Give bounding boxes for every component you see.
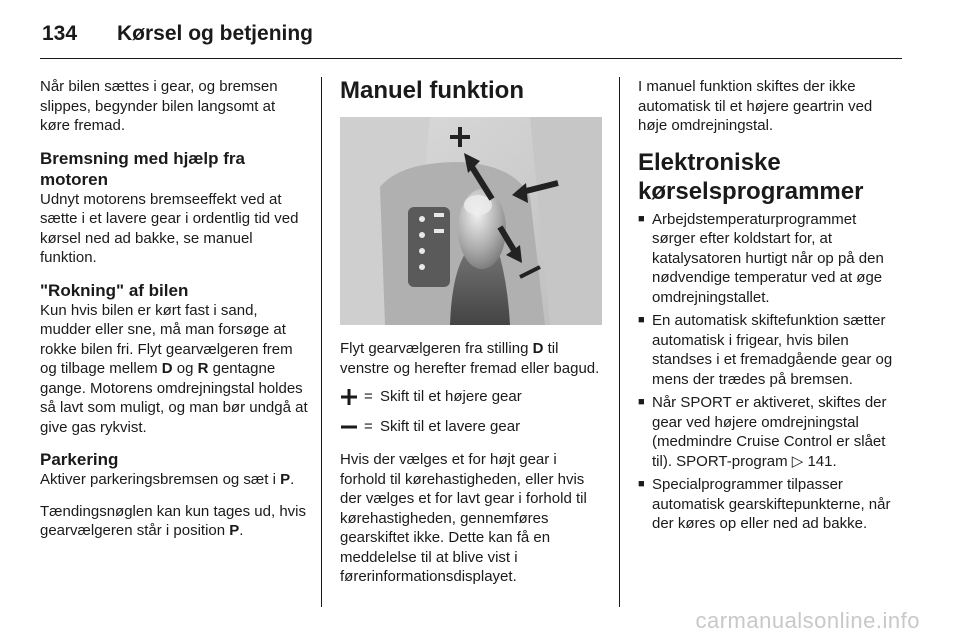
upshift-equals: = <box>364 388 373 406</box>
column-right <box>638 77 902 534</box>
manual-mode-instruction: Flyt gearvælgeren fra stilling D til venstre og herefter fremad eller bagud. <box>340 340 600 377</box>
list-item: ■ Når SPORT er aktiveret, skiftes der gear ved højere omdrejningstal (medmindre Cruise Control er slået til). SPORT-program ▷ 141. <box>638 394 887 470</box>
rocking-heading: "Rokning" af bilen <box>40 280 189 300</box>
plus-icon <box>340 388 358 406</box>
list-item: ■ Arbejdstemperaturprogrammet sørger efter koldstart for, at katalysatoren hurtigt når op på den nødvendige temperatur ved at øge omdrejningstallet. <box>638 210 884 306</box>
intro-paragraph: Når bilen sættes i gear, og bremsen slippes, begynder bilen langsomt at køre fremad. <box>40 78 278 134</box>
manual-mode-heading: Manuel funktion <box>340 77 524 104</box>
chapter-title: Kørsel og betjening <box>117 22 314 45</box>
bullet-square-icon: ■ <box>638 478 645 490</box>
column-middle <box>340 77 602 587</box>
column-divider-1 <box>321 77 322 607</box>
page-number: 134 <box>42 22 78 45</box>
gear-selector-illustration <box>340 117 602 325</box>
gear-note: Hvis der vælges et for højt gear i forhold til kørehastigheden, eller hvis der vælges et for lavt gear i forhold til kørehastigheden, gennemføres gearskiftet ikke. Dette kan få en meddelelse til at blive vist i førerinformationsdisplayet. <box>340 451 587 585</box>
header-rule <box>40 58 902 59</box>
column-left <box>40 77 308 541</box>
list-item: ■ Specialprogrammer tilpasser automatisk gearskiftepunkterne, når der køres op eller ned ad bakke. <box>638 476 891 532</box>
column-divider-2 <box>619 77 620 607</box>
ignition-key-text: Tændingsnøglen kan kun tages ud, hvis gearvælgeren står i position P. <box>40 502 306 539</box>
watermark: carmanualsonline.info <box>695 608 920 633</box>
engine-braking-text: Udnyt motorens bremseeffekt ved at sætte i et lavere gear i ordentlig tid ved kørsel ned ad bakke, se manuel funktion. <box>40 190 299 266</box>
upshift-row <box>340 386 602 408</box>
bullet-square-icon: ■ <box>638 396 645 408</box>
parking-text: Aktiver parkeringsbremsen og sæt i P. <box>40 471 295 488</box>
page-header <box>42 18 313 50</box>
engine-braking-heading: Bremsning med hjælp fra motoren <box>40 148 245 189</box>
parking-heading: Parkering <box>40 450 119 469</box>
downshift-row <box>340 416 602 438</box>
minus-icon <box>340 418 358 436</box>
downshift-equals: = <box>364 418 373 436</box>
upshift-text: Skift til et højere gear <box>380 388 522 406</box>
driving-programs-heading: Elektroniske kørselsprogrammer <box>638 148 864 205</box>
bullet-square-icon: ■ <box>638 212 645 225</box>
list-item: ■ En automatisk skiftefunktion sætter automatisk i frigear, hvis bilen standses i et fremadgående gear og mens der trædes på bremsen. <box>638 312 893 388</box>
manual-mode-note: I manuel funktion skiftes der ikke automatisk til et højere geartrin ved høje omdrejningstal. <box>638 78 873 134</box>
downshift-text: Skift til et lavere gear <box>380 418 521 436</box>
bullet-square-icon: ■ <box>638 314 645 326</box>
rocking-text: Kun hvis bilen er kørt fast i sand, mudder eller sne, må man forsøge at rokke bilen fri. Flyt gearvælgeren frem og tilbage mellem D og R gentagne gange. Motorens omdrejningstal holdes så lavt som muligt, og man bør undgå at give gas rykvist. <box>40 301 308 436</box>
